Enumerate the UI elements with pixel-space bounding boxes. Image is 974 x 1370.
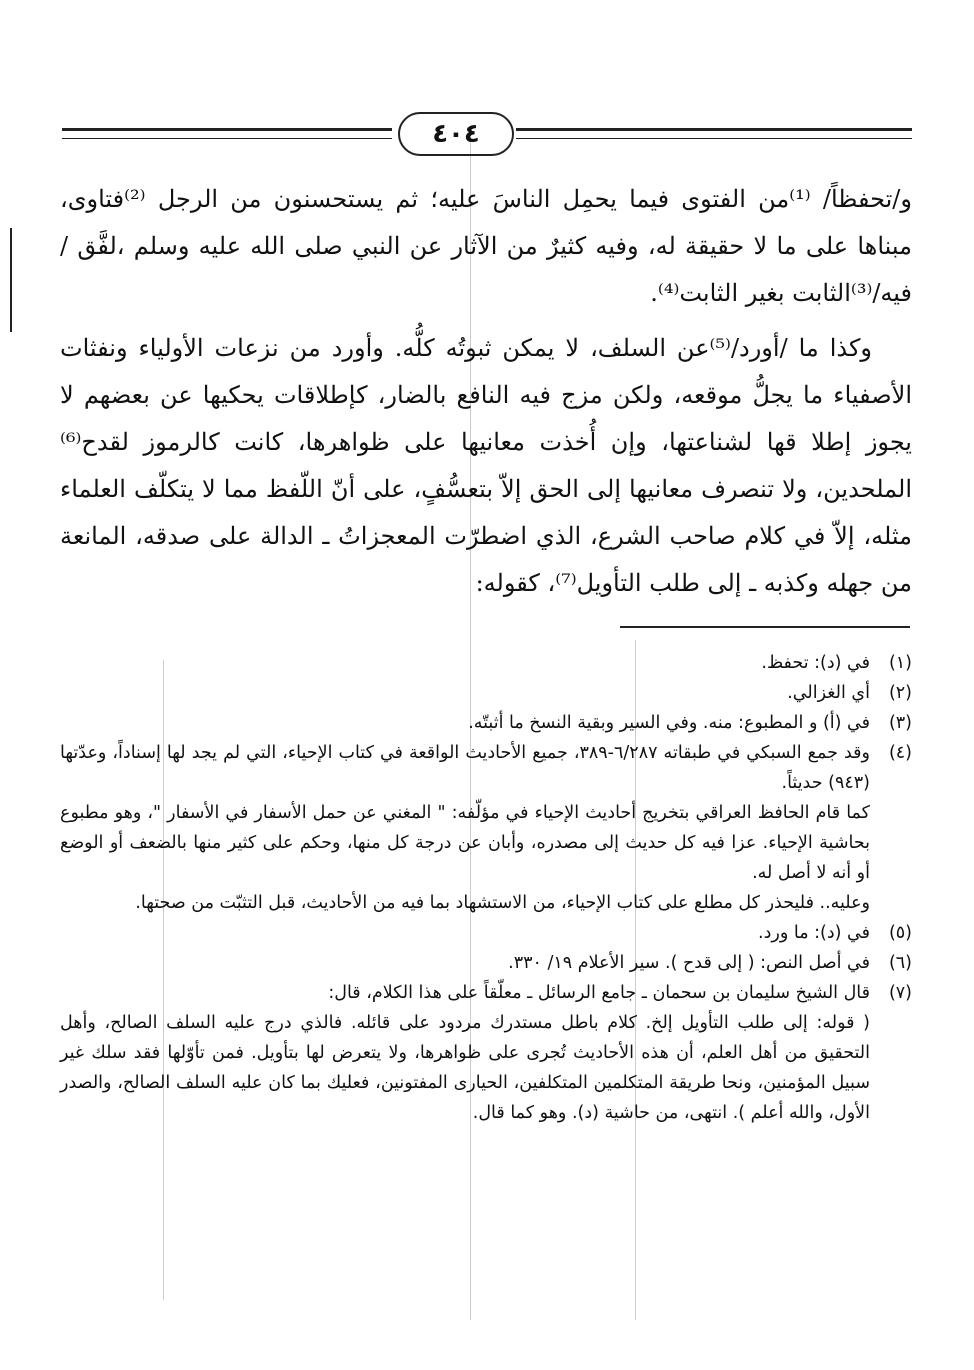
footnote-number: (٣) bbox=[888, 713, 912, 733]
footnote-continuation: وعليه.. فليحذر كل مطلع على كتاب الإحياء، من الاستشهاد بما فيه من الأحاديث، قبل التثبّت من صحتها. bbox=[135, 893, 870, 913]
footnote-number: (٢) bbox=[888, 683, 912, 703]
paragraph: و/تحفظاً/ ⁽¹⁾من الفتوى فيما يحمِل الناسَ عليه؛ ثم يستحسنون من الرجل ⁽²⁾فتاوى، مبناها على ما لا حقيقة له، وفيه كثيرٌ من الآثار عن النبي صلى الله عليه وسلم ،لفَّق / فيه/⁽³⁾الثابت بغير الثابت⁽⁴⁾. bbox=[60, 185, 912, 307]
footnote bbox=[60, 948, 912, 978]
margin-mark bbox=[10, 228, 12, 332]
footnotes bbox=[60, 648, 912, 1128]
footnote-text: قال الشيخ سليمان بن سحمان ـ جامع الرسائل ـ معلّقاً على هذا الكلام، قال: bbox=[328, 983, 870, 1003]
footnote-continuation: ( قوله: إلى طلب التأويل إلخ. كلام باطل مستدرك مردود على قائله. فالذي درج عليه السلف الصالح، وأهل التحقيق من أهل العلم، أن هذه الأحاديث تُجرى على ظواهرها، ولا يتعرض لها بتأويل. فمن تأوّلها فقد سلك غير سبيل المؤمنين، ونحا طريقة المتكلمين المتكلفين، الحيارى المفتونين، فعليك بما كان عليه السلف الصالح، والصدر الأول، والله أعلم ). انتهى، من حاشية (د). وهو كما قال. bbox=[60, 1013, 870, 1123]
footnote-text: وقد جمع السبكي في طبقاته ٦/٢٨٧-٣٨٩، جميع الأحاديث الواقعة في كتاب الإحياء، التي لم يجد لها إسناداً، وعدّتها (٩٤٣) حديثاً. bbox=[60, 743, 870, 793]
footnote bbox=[60, 678, 912, 708]
footnote bbox=[60, 648, 912, 678]
footnote-text: في (د): تحفظ. bbox=[761, 653, 870, 673]
footnote bbox=[60, 708, 912, 738]
paragraph: وكذا ما /أورد/⁽⁵⁾عن السلف، لا يمكن ثبوتُه كلُّه. وأورد من نزعات الأولياء ونفثات الأصفياء ما يجلُّ موقعه، ولكن مزج فيه النافع بالضار، كإطلاقات يحكيها عن بعضهم لا يجوز إطلا قها لشناعتها، وإن أُخذت معانيها على ظواهرها، كانت كالرموز لقدح⁽⁶⁾الملحدين، ولا تنصرف معانيها إلى الحق إلاّ بتعسُّفٍ، على أنّ اللّفظ مما لا يتكلّف العلماء مثله، إلاّ في كلام صاحب الشرع، الذي اضطرّت المعجزاتُ ـ الدالة على صدقه، المانعة من جهله وكذبه ـ إلى طلب التأويل⁽⁷⁾، كقوله: bbox=[60, 334, 912, 597]
page-number: ٤٠٤ bbox=[432, 119, 480, 149]
footnote bbox=[60, 918, 912, 948]
footnote-number: (٦) bbox=[888, 953, 912, 973]
footnote-text: في أصل النص: ( إلى قدح ). سير الأعلام ١٩/ ٣٣٠. bbox=[508, 953, 870, 973]
main-text bbox=[60, 176, 912, 615]
footnote-continuation: كما قام الحافظ العراقي بتخريج أحاديث الإحياء في مؤلّفه: " المغني عن حمل الأسفار في الأسفار "، وهو مطبوع بحاشية الإحياء. عزا فيه كل حديث إلى مصدره، وأبان عن درجة كل منها، وحكم على كثير منها بالضعف أو الوضع أو أنه لا أصل له. bbox=[60, 803, 870, 883]
footnote-number: (١) bbox=[888, 653, 912, 673]
footnote-text: في (د): ما ورد. bbox=[758, 923, 870, 943]
header-rule-left bbox=[62, 128, 392, 139]
footnote bbox=[60, 978, 912, 1008]
header-rule-right bbox=[516, 128, 912, 139]
footnote bbox=[60, 738, 912, 798]
footnote-text: في (أ) و المطبوع: منه. وفي السير وبقية النسخ ما أثبتّه. bbox=[468, 713, 870, 733]
footnote-number: (٧) bbox=[888, 983, 912, 1003]
footnote-separator bbox=[620, 626, 910, 628]
page-number-ornament bbox=[398, 112, 514, 156]
footnote-number: (٤) bbox=[888, 743, 912, 763]
footnote-number: (٥) bbox=[888, 923, 912, 943]
footnote-text: أي الغزالي. bbox=[787, 683, 870, 703]
